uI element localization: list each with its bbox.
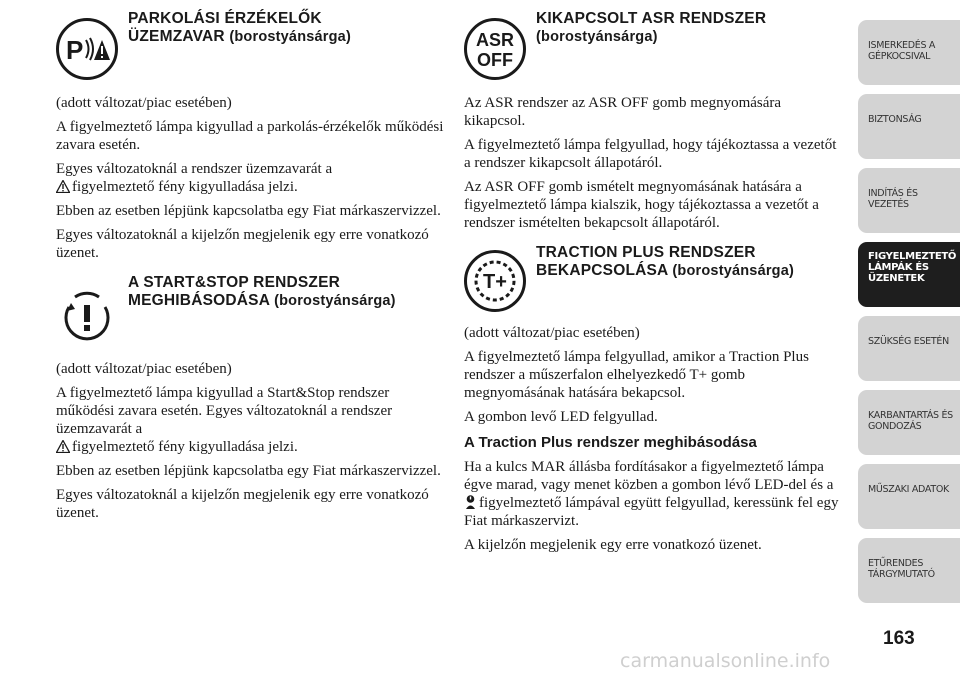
traction-plus-header [464,244,844,312]
tab-inditas-es-vezetes[interactable]: INDÍTÁS ÉS VEZETÉS [858,168,960,233]
svg-text:OFF: OFF [477,50,513,70]
parking-sensor-icon [56,18,118,80]
paragraph: (adott változat/piac esetében) [56,95,232,111]
tab-targymutato[interactable]: ETŰRENDES TÁRGYMUTATÓ [858,538,960,603]
paragraph: Ebben az esetben lépjünk kapcsolatba egy Fiat márkaszervizzel. [56,463,441,479]
tab-figyelmezteto-lampak[interactable]: FIGYELMEZTETŐ LÁMPÁK ÉS ÜZENETEK [858,242,960,307]
svg-text:T+: T+ [483,271,507,293]
tab-karbantartas[interactable]: KARBANTARTÁS ÉS GONDOZÁS [858,390,960,455]
subheading: A Traction Plus rendszer meghibásodása [464,434,757,451]
engine-fault-icon [464,494,477,509]
traction-plus-icon [464,250,526,312]
parking-sensor-fault-header [56,10,446,78]
paragraph: A kijelzőn megjelenik egy erre vonatkozó üzenet. [464,537,762,553]
paragraph: Egyes változatoknál a rendszer üzemzavarát a figyelmeztető fény kigyulladása jelzi. [56,161,333,195]
paragraph: A figyelmeztető lámpa felgyullad, amikor a Traction Plus rendszer a műszerfalon elhelyezkedő T+ gomb megnyomásának hatására bekapcsol. [464,349,809,401]
paragraph: A figyelmeztető lámpa felgyullad, hogy tájékoztassa a vezetőt a rendszer kikapcsolt állapotáról. [464,137,837,171]
warning-triangle-icon [56,180,70,193]
section-title: KIKAPCSOLT ASR RENDSZER (borostyánsárga) [536,10,767,45]
watermark: carmanualsonline.info [620,650,831,672]
warning-triangle-icon [56,440,70,453]
right-column [464,0,844,560]
paragraph: A figyelmeztető lámpa kigyullad a Start&Stop rendszer működési zavara esetén. Egyes változatoknál a rendszer üzemzavarát a figyelmeztető fény kigyulladása jelzi. [56,385,393,455]
tab-ismerkedes[interactable]: ISMERKEDÉS A GÉPKOCSIVAL [858,20,960,85]
paragraph: Az ASR OFF gomb ismételt megnyomásának hatására a figyelmeztető lámpa kialszik, hogy tájékoztassa a vezetőt a rendszer ismételten bekapcsolt állapotáról. [464,179,819,231]
svg-text:P: P [66,35,84,65]
start-stop-fault-header [56,274,446,342]
chapter-tabs [858,20,960,612]
tab-biztonsag[interactable]: BIZTONSÁG [858,94,960,159]
paragraph: A gombon levő LED felgyullad. [464,409,658,425]
section-title: A START&STOP RENDSZER MEGHIBÁSODÁSA (borostyánsárga) [128,274,396,309]
paragraph: Ebben az esetben lépjünk kapcsolatba egy Fiat márkaszervizzel. [56,203,441,219]
paragraph: Ha a kulcs MAR állásba fordításakor a figyelmeztető lámpa égve marad, vagy menet közben a gombon lévő LED-del és a figyelmeztető lámpával együtt felgyullad, keressünk fel egy Fiat márkaszervizt. [464,459,839,529]
asr-off-icon [464,18,526,80]
paragraph: Egyes változatoknál a kijelzőn megjelenik egy erre vonatkozó üzenet. [56,227,429,261]
section-title: TRACTION PLUS RENDSZER BEKAPCSOLÁSA (borostyánsárga) [536,244,795,279]
left-column [56,0,446,528]
paragraph: (adott változat/piac esetében) [56,361,232,377]
section-title: PARKOLÁSI ÉRZÉKELŐK ÜZEMZAVAR (borostyánsárga) [128,10,351,45]
asr-off-header [464,10,844,78]
paragraph: Egyes változatoknál a kijelzőn megjelenik egy erre vonatkozó üzenet. [56,487,429,521]
paragraph: Az ASR rendszer az ASR OFF gomb megnyomására kikapcsol. [464,95,782,129]
page-number: 163 [883,628,915,649]
paragraph: (adott változat/piac esetében) [464,325,640,341]
svg-text:ASR: ASR [475,30,515,50]
start-stop-fault-icon [56,286,118,348]
paragraph: A figyelmeztető lámpa kigyullad a parkolás-érzékelők működési zavara esetén. [56,119,444,153]
tab-szukseg-eseten[interactable]: SZÜKSÉG ESETÉN [858,316,960,381]
tab-muszaki-adatok[interactable]: MŰSZAKI ADATOK [858,464,960,529]
